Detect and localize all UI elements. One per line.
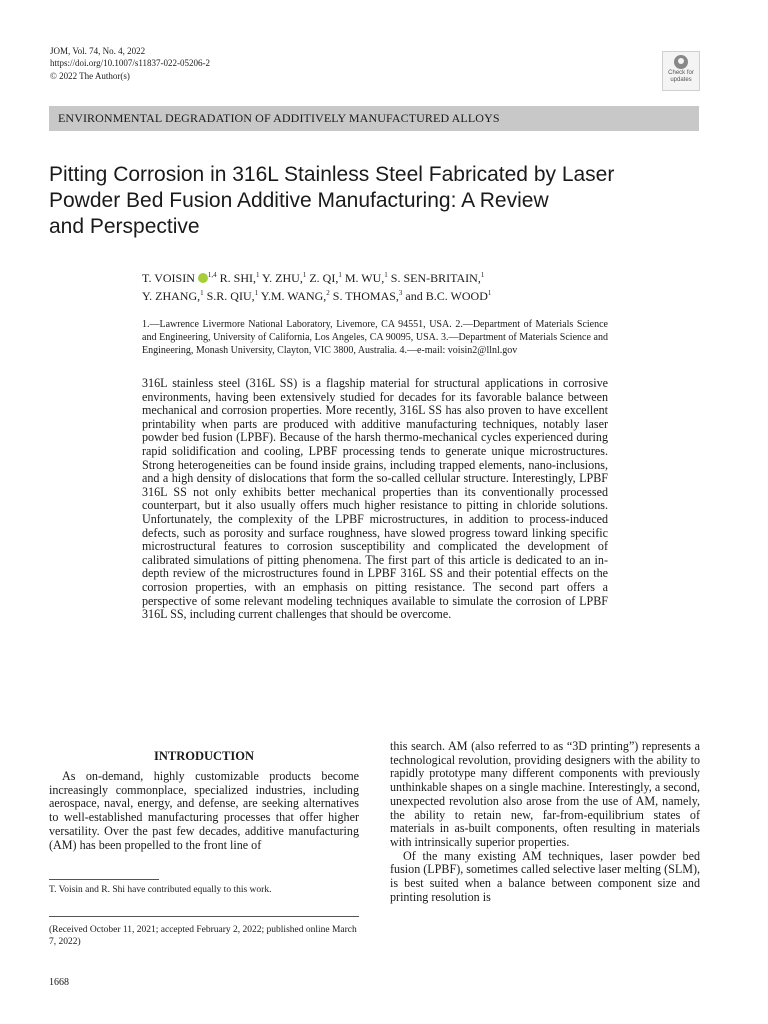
author-name[interactable]: and B.C. WOOD	[405, 289, 488, 303]
page-number: 1668	[49, 977, 69, 988]
author-line-1	[142, 268, 612, 286]
section-banner	[49, 106, 699, 131]
author-affil: 1	[254, 289, 259, 297]
author-name[interactable]: S. THOMAS,	[332, 289, 399, 303]
author-affil: 2	[326, 289, 330, 297]
author-name[interactable]: R. SHI,	[219, 271, 256, 285]
author-affil: 1	[338, 271, 342, 279]
right-column	[390, 740, 700, 904]
author-name[interactable]: S. SEN-BRITAIN,	[390, 271, 481, 285]
author-name[interactable]: Z. QI,	[309, 271, 339, 285]
equal-contribution-note: T. Voisin and R. Shi have contributed equally to this work.	[49, 885, 272, 895]
updates-label: updates	[670, 77, 692, 83]
copyright-notice: © 2022 The Author(s)	[50, 71, 130, 81]
author-affil: 1	[384, 271, 388, 279]
title-line-1: Pitting Corrosion in 316L Stainless Steel Fabricated by Laser	[49, 163, 615, 186]
author-affil: 3	[398, 289, 403, 297]
author-affil: 1	[302, 271, 307, 279]
history-divider	[49, 916, 359, 917]
intro-paragraph-right-1: this search. AM (also referred to as “3D printing”) represents a technological revolution, providing designers with the ability to rapidly prototype many different components with previously unthinkable shapes on a single machine. Interestingly, a second, unexpected revolution also arose from the use of AM, namely, the ability to retain new, far-from-equilibrium states of materials in as-built components, often resulting in materials with intrinsically superior properties.	[390, 739, 700, 849]
check-for-label: Check for	[668, 70, 694, 76]
author-affil: 1	[200, 289, 204, 297]
author-affil: 1	[487, 289, 492, 297]
author-name[interactable]: S.R. QIU,	[206, 289, 255, 303]
author-name[interactable]: Y. ZHANG,	[142, 289, 201, 303]
author-list	[142, 268, 612, 304]
intro-paragraph-right-2: Of the many existing AM techniques, laser powder bed fusion (LPBF), sometimes called selective laser melting (SLM), is best suited when a balance between component size and printing resolution is	[390, 848, 701, 904]
doi-link[interactable]: https://doi.org/10.1007/s11837-022-05206-2	[50, 58, 211, 68]
section-banner-text: ENVIRONMENTAL DEGRADATION OF ADDITIVELY MANUFACTURED ALLOYS	[58, 111, 500, 125]
affiliations: 1.—Lawrence Livermore National Laboratory, Livemore, CA 94551, USA. 2.—Department of Materials Science and Engineering, University of California, Los Angeles, CA 90095, USA. 3.—Department of Materials Science and Engineering, Monash University, Clayton, VIC 3800, Australia. 4.—e-mail: voisin2@llnl.gov	[142, 319, 608, 356]
intro-paragraph-left: As on-demand, highly customizable products become increasingly commonplace, specialized industries, including aerospace, naval, energy, and defense, are seeking alternatives to well-established manufacturing processes that offer higher versatility. Over the past few decades, additive manufacturing (AM) has been propelled to the front line of	[49, 769, 359, 852]
author-name[interactable]: M. WU,	[344, 271, 385, 285]
author-name[interactable]: Y. ZHU,	[262, 271, 303, 285]
article-title	[49, 162, 709, 240]
author-affil: 1	[255, 271, 260, 279]
left-column	[49, 749, 359, 852]
update-icon	[674, 55, 688, 69]
check-for-updates-badge[interactable]	[662, 51, 700, 91]
publication-history: (Received October 11, 2021; accepted February 2, 2022; published online March 7, 2022)	[49, 925, 357, 947]
journal-citation: JOM, Vol. 74, No. 4, 2022	[50, 46, 146, 56]
author-affil: 1,4	[207, 271, 217, 279]
title-line-3: and Perspective	[49, 215, 200, 238]
author-name[interactable]: T. VOISIN	[142, 271, 195, 285]
author-name[interactable]: Y.M. WANG,	[260, 289, 327, 303]
author-affil: 1	[480, 271, 485, 279]
abstract: 316L stainless steel (316L SS) is a flagship material for structural applications in corrosive environments, having been extensively studied for decades for its favorable balance between mechanical and corrosion properties. More recently, 316L SS has also proven to have excellent printability when parts are produced with additive manufacturing techniques, notably laser powder bed fusion (LPBF). Because of the harsh thermo-mechanical cycles experienced during rapid solidification and cooling, LPBF processing tends to generate unique microstructures. Strong heterogeneities can be found inside grains, including trapped elements, nano-inclusions, and a high density of dislocations that form the so-called cellular structure. Interestingly, LPBF 316L SS not only exhibits better mechanical properties than its conventionally processed counterpart, but it also usually offers much higher resistance to pitting in chloride solutions. Unfortunately, the complexity of the LPBF microstructures, in addition to process-induced defects, such as porosity and surface roughness, have slowed progress toward linking specific microstructural features to corrosion susceptibility and complicated the development of calibrated simulations of pitting phenomena. The first part of this article is dedicated to an in-depth review of the microstructures found in LPBF 316L SS and their potential effects on the corrosion properties, with an emphasis on pitting resistance. The second part offers a perspective of some relevant modeling techniques available to simulate the corrosion of LPBF 316L SS, including current challenges that should be overcome.	[142, 376, 608, 622]
introduction-heading: INTRODUCTION	[153, 749, 254, 763]
title-line-2: Powder Bed Fusion Additive Manufacturing: A Review	[49, 189, 549, 212]
author-line-2	[142, 286, 612, 304]
orcid-icon[interactable]	[198, 273, 208, 283]
footnote-divider	[49, 879, 159, 880]
